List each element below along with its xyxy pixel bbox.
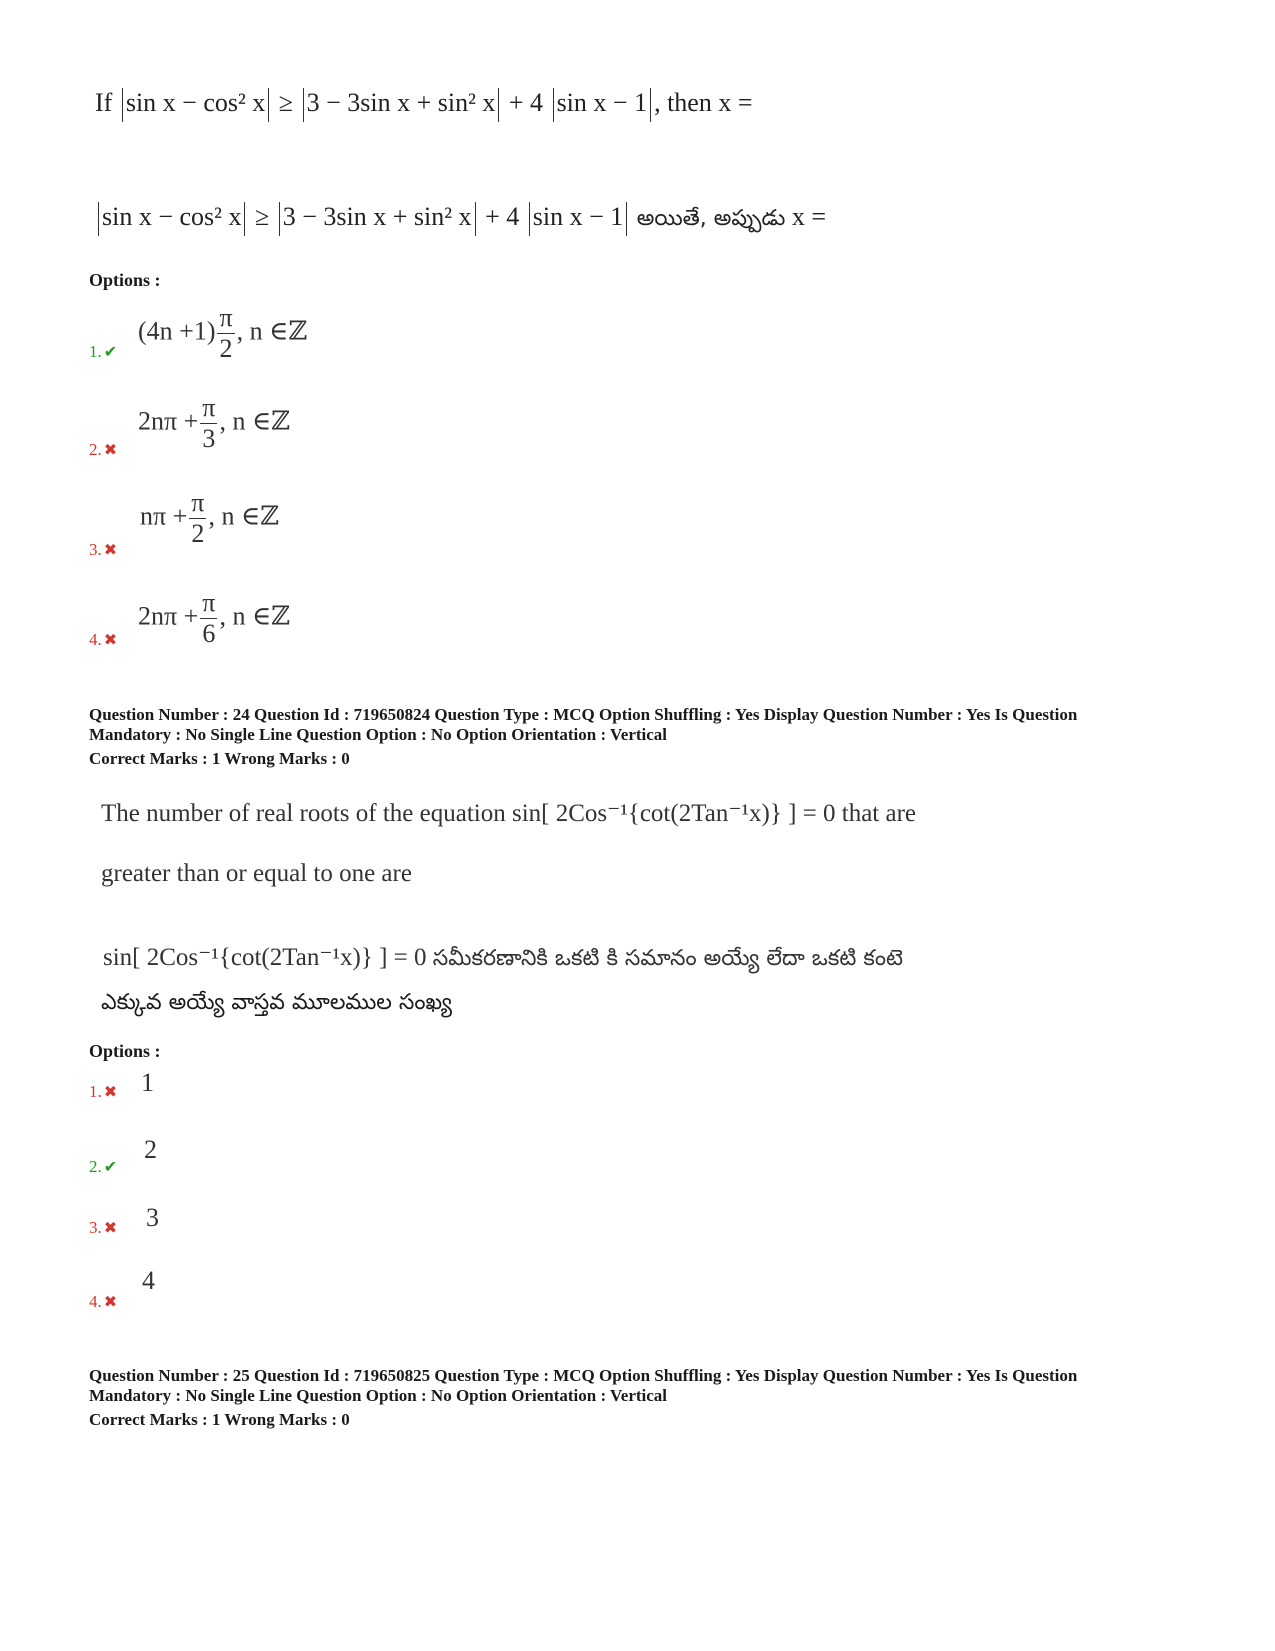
q23-option-4-number: 4. ✖: [89, 630, 118, 649]
q23-telugu-statement: sin x − cos² x ≥ 3 − 3sin x + sin² x + 4 sin x − 1 అయితే, అప్పుడు x =: [95, 202, 826, 236]
q23-options-label: Options :: [89, 270, 161, 290]
q24-english-line1: The number of real roots of the equation sin[ 2Cos⁻¹{cot(2Tan⁻¹x)} ] = 0 that are: [101, 800, 917, 827]
q24-option-3-number: 3. ✖: [89, 1218, 118, 1237]
cross-icon: ✖: [103, 1220, 118, 1237]
cross-icon: ✖: [103, 442, 118, 459]
q24-telugu-line2: ఎక్కువ అయ్యే వాస్తవ మూలముల సంఖ్య: [101, 990, 452, 1015]
q24-telugu-line1: sin[ 2Cos⁻¹{cot(2Tan⁻¹x)} ] = 0 సమీకరణానికి ఒకటి కి సమానం అయ్యే లేదా ఒకటి కంటె: [103, 944, 903, 971]
q24-option-4-value[interactable]: 4: [142, 1266, 155, 1295]
cross-icon: ✖: [103, 632, 118, 649]
check-icon: ✔: [103, 1159, 118, 1176]
q24-option-4-number: 4. ✖: [89, 1292, 118, 1311]
check-icon: ✔: [103, 344, 118, 361]
q24-option-3-value[interactable]: 3: [146, 1203, 159, 1232]
q23-option-1-number: 1. ✔: [89, 342, 118, 361]
q25-meta: Question Number : 25 Question Id : 719650825 Question Type : MCQ Option Shuffling : Yes Display Question Number : Yes Is Question Mandatory : No Single Line Question Option : No Option Orientation : Vertical Correct Marks : 1 Wrong Marks : 0: [89, 1366, 1078, 1429]
cross-icon: ✖: [103, 1084, 118, 1101]
cross-icon: ✖: [103, 542, 118, 559]
q24-meta: Question Number : 24 Question Id : 719650824 Question Type : MCQ Option Shuffling : Yes Display Question Number : Yes Is Question Mandatory : No Single Line Question Option : No Option Orientation : Vertical Correct Marks : 1 Wrong Marks : 0: [89, 705, 1078, 768]
q23-option-2-number: 2. ✖: [89, 440, 118, 459]
q24-english-line2: greater than or equal to one are: [101, 860, 412, 887]
q23-option-2-value[interactable]: 2nπ + $\frac{\pi}{3}$ , n ∈ℤ: [138, 393, 291, 453]
q24-options-label: Options :: [89, 1041, 161, 1061]
q23-option-1-value[interactable]: (4n +1) $\frac{\pi}{2}$ , n ∈ℤ: [138, 303, 308, 363]
cross-icon: ✖: [103, 1294, 118, 1311]
q24-option-2-value[interactable]: 2: [144, 1135, 157, 1164]
q23-option-3-value[interactable]: nπ + $\frac{\pi}{2}$ , n ∈ℤ: [140, 488, 280, 548]
q24-option-1-value[interactable]: 1: [141, 1068, 154, 1097]
q24-option-2-number: 2. ✔: [89, 1157, 118, 1176]
q24-option-1-number: 1. ✖: [89, 1082, 118, 1101]
q23-english-statement: If sin x − cos² x ≥ 3 − 3sin x + sin² x + 4 sin x − 1 , then x =: [95, 88, 753, 122]
q23-option-3-number: 3. ✖: [89, 540, 118, 559]
q23-option-4-value[interactable]: 2nπ + $\frac{\pi}{6}$ , n ∈ℤ: [138, 588, 291, 648]
